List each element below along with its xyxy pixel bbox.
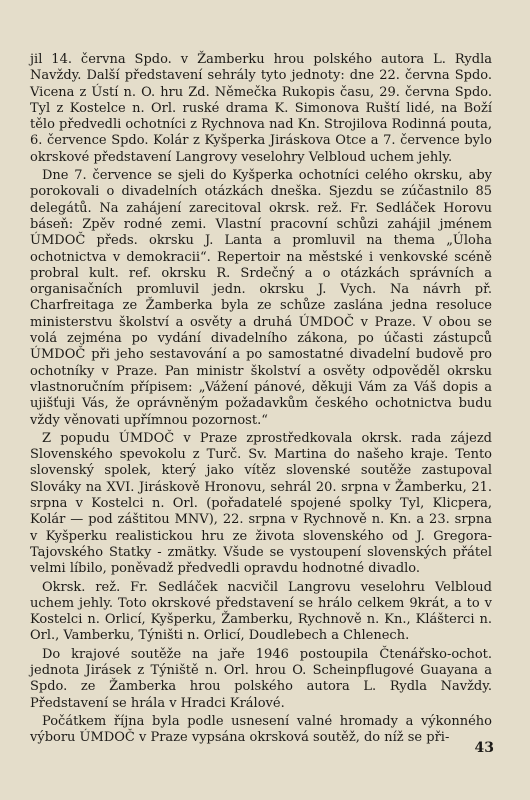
paragraph: Z popudu ÚMDOČ v Praze zprostředkovala okrsk. rada zájezd Slovenského spevokolu z Turč. Sv. Martina do našeho kraje. Tento slovenský spolek, který jako vítěz slovenské soutěže zastupoval Slováky na XVI. Jiráskově Hronovu, sehrál 20. srpna v Žamberku, 21. srpna v Kostelci n. Orl. (pořadatelé spojené spolky Tyl, Klicpera, Kolár — pod záštitou MNV), 22. srpna v Rychnově n. Kn. a 23. srpna v Kyšperku realistickou hru ze života slovenského od J. Gregora-Tajovského Statky - zmätky. Všude se vystoupení slovenských přátel velmi líbilo, poněvadž předvedli opravdu hodnotné divadlo. <box>30 430 492 577</box>
paragraph: Počátkem října byla podle usnesení valné hromady a výkonného výboru ÚMDOČ v Praze vypsána okrsková soutěž, do níž se při- <box>30 713 492 746</box>
page-number: 43 <box>474 740 494 756</box>
paragraph: Dne 7. července se sjeli do Kyšperka ochotníci celého okrsku, aby porokovali o divadelních otázkách dneška. Sjezdu se zúčastnilo 85 delegátů. Na zahájení zarecitoval okrsk. rež. Fr. Sedláček Horovu báseň: Zpěv rodné zemi. Vlastní pracovní schůzi zahájil jménem ÚMDOČ předs. okrsku J. Lanta a promluvil na thema „Úloha ochotnictva v demokracii“. Repertoir na městské i venkovské scéně probral kult. ref. okrsku R. Srdečný a o otázkách správních a organisačních promluvil jedn. okrsku J. Vych. Na návrh př. Charfreitaga ze Žamberka byla ze schůze zaslána jedna resoluce ministerstvu školství a osvěty a druhá ÚMDOČ v Praze. V obou se volá zejména po vydání divadelního zákona, po účasti zástupců ÚMDOČ při jeho sestavování a po samostatné divadelní budově pro ochotníky v Praze. Pan ministr školství a osvěty odpověděl okrsku vlastnoručním přípisem: „Vážení pánové, děkuji Vám za Váš dopis a ujišťuji Vás, že oprávněným požadavkům českého ochotnictva budu vždy věnovati upřímnou pozornost.“ <box>30 168 492 428</box>
page-body-text <box>30 52 492 748</box>
paragraph: jil 14. června Spdo. v Žamberku hrou polského autora L. Rydla Navždy. Další představení sehrály tyto jednoty: dne 22. června Spdo. Vicena z Ústí n. O. hru Zd. Němečka Rukopis času, 29. června Spdo. Tyl z Kostelce n. Orl. ruské drama K. Simonova Ruští lidé, na Boží tělo předvedli ochotníci z Rychnova nad Kn. Strojilova Rodinná pouta, 6. července Spdo. Kolár z Kyšperka Jiráskova Otce a 7. července bylo okrskové představení Langrovy veselohry Velbloud uchem jehly. <box>30 52 492 165</box>
paragraph: Do krajové soutěže na jaře 1946 postoupila Čtenářsko-ochot. jednota Jirásek z Týniště n. Orl. hrou O. Scheinpflugové Guayana a Spdo. ze Žamberka hrou polského autora L. Rydla Navždy. Představení se hrála v Hradci Králové. <box>30 646 492 711</box>
paragraph: Okrsk. rež. Fr. Sedláček nacvičil Langrovu veselohru Velbloud uchem jehly. Toto okrskové představení se hrálo celkem 9krát, a to v Kostelci n. Orlicí, Kyšperku, Žamberku, Rychnově n. Kn., Klášterci n. Orl., Vamberku, Týništi n. Orlicí, Doudlebech a Chlenech. <box>30 579 492 644</box>
